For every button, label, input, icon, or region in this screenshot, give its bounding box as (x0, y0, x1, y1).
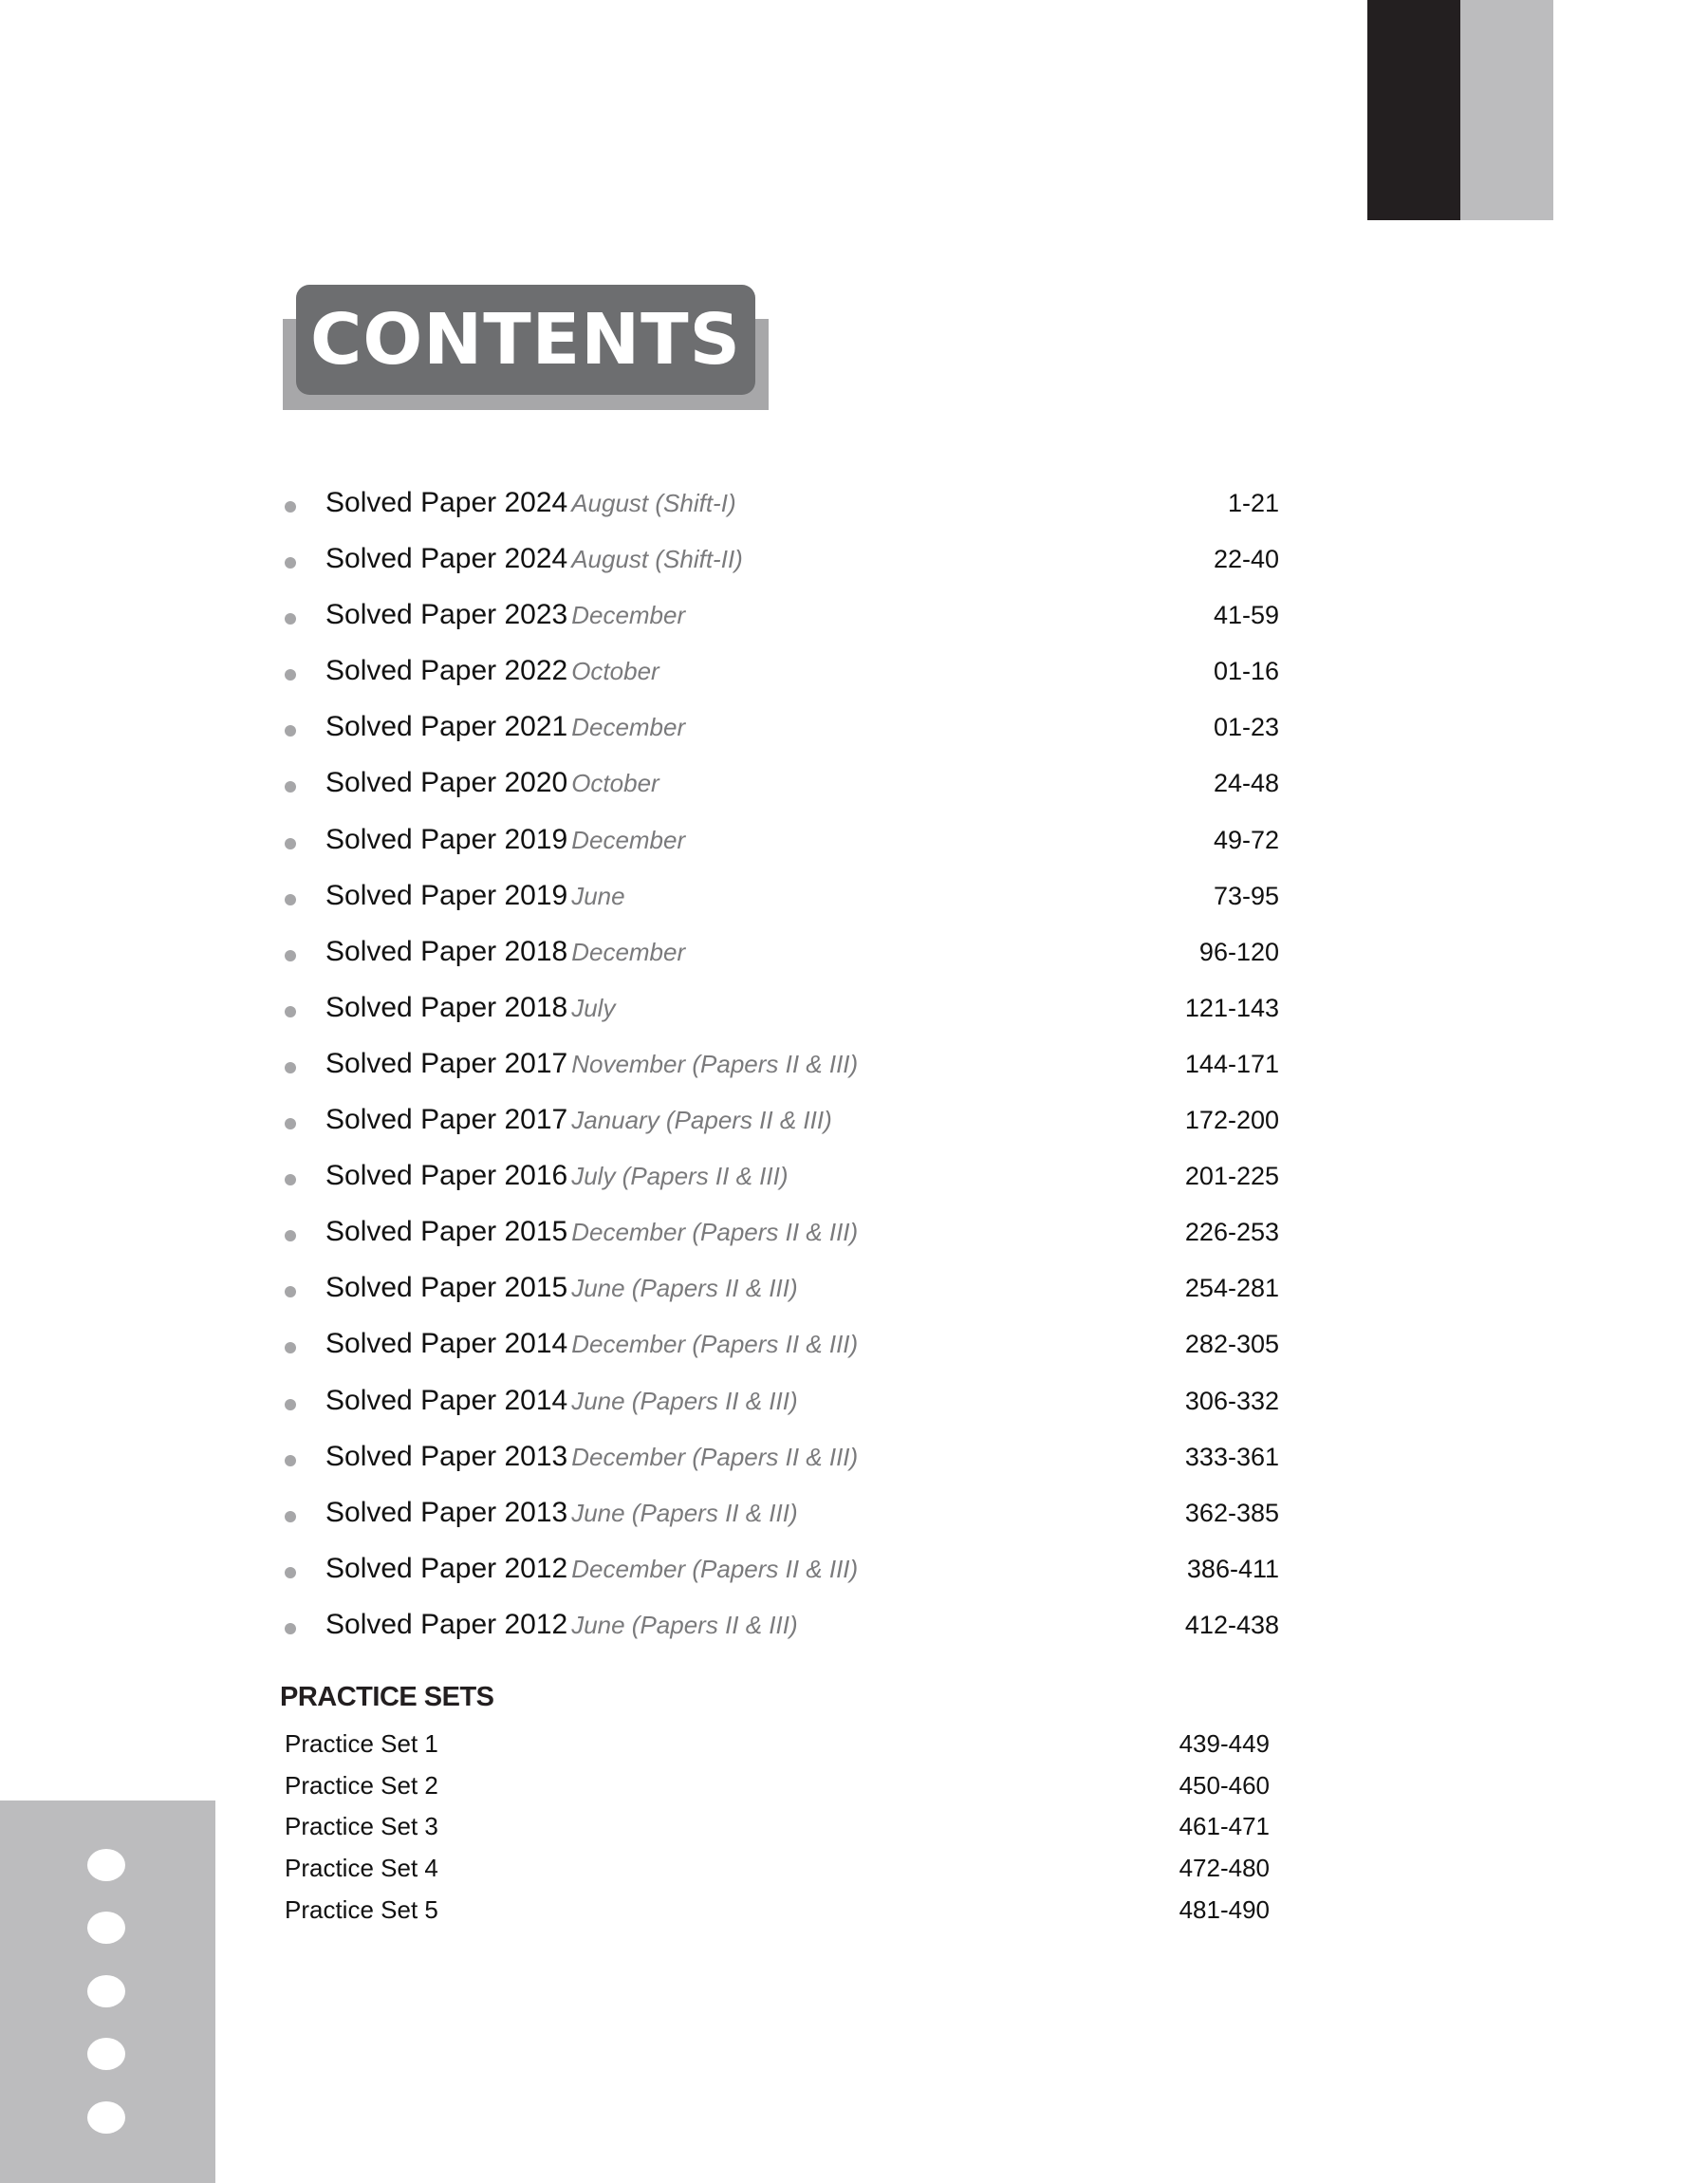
bullet-dot-icon (285, 669, 296, 681)
toc-entry[interactable] (283, 928, 1279, 984)
practice-sets-heading: PRACTICE SETS (280, 1682, 494, 1712)
toc-entry-subtitle: December (571, 937, 686, 966)
decor-dot-icon (87, 1912, 125, 1944)
toc-entry-title: Solved Paper 2017 (325, 1104, 568, 1136)
practice-set-entry[interactable] (285, 1808, 1270, 1850)
toc-entry-title-group (325, 1609, 798, 1641)
bullet-dot-icon (285, 894, 296, 905)
toc-entry-pages: 22-40 (1213, 545, 1279, 574)
practice-set-pages: 461-471 (1179, 1812, 1270, 1841)
practice-set-entry[interactable] (285, 1726, 1270, 1767)
toc-entry-pages: 01-16 (1213, 657, 1279, 686)
toc-entry-title: Solved Paper 2023 (325, 599, 568, 631)
toc-entry-subtitle: June (Papers II & III) (571, 1386, 798, 1415)
toc-entry[interactable] (283, 479, 1279, 535)
toc-entry-subtitle: October (571, 657, 659, 686)
bullet-dot-icon (285, 838, 296, 849)
toc-entry[interactable] (283, 1489, 1279, 1545)
toc-entry-pages: 306-332 (1184, 1386, 1279, 1415)
toc-entry-title: Solved Paper 2014 (325, 1328, 568, 1360)
toc-entry-subtitle: June (571, 881, 625, 910)
corner-tab-dark (1367, 0, 1460, 220)
toc-entry-title-group (325, 936, 685, 968)
toc-entry-subtitle: July (571, 993, 616, 1022)
toc-entry-pages: 49-72 (1213, 825, 1279, 854)
toc-entry[interactable] (283, 1152, 1279, 1208)
toc-entry-title: Solved Paper 2012 (325, 1608, 568, 1640)
bullet-dot-icon (285, 1062, 296, 1073)
toc-entry-title-group (325, 992, 615, 1024)
toc-entry-pages: 226-253 (1184, 1218, 1279, 1247)
toc-entry[interactable] (283, 984, 1279, 1040)
toc-entry-title: Solved Paper 2012 (325, 1552, 568, 1584)
bullet-dot-icon (285, 1455, 296, 1466)
toc-entry-title: Solved Paper 2015 (325, 1216, 568, 1248)
toc-entry-title: Solved Paper 2018 (325, 935, 568, 967)
side-decor-panel (0, 1801, 215, 2183)
toc-entry-title-group (325, 1385, 798, 1417)
bullet-dot-icon (285, 1006, 296, 1017)
toc-entry-pages: 96-120 (1198, 937, 1279, 966)
bullet-dot-icon (285, 1174, 296, 1185)
bullet-dot-icon (285, 1567, 296, 1578)
practice-set-entry[interactable] (285, 1892, 1270, 1933)
toc-entry-title-group (325, 824, 685, 856)
bullet-dot-icon (285, 1511, 296, 1522)
toc-entry-pages: 254-281 (1184, 1274, 1279, 1303)
practice-set-pages: 450-460 (1179, 1770, 1270, 1800)
toc-entry[interactable] (283, 535, 1279, 591)
toc-entry[interactable] (283, 1545, 1279, 1601)
practice-set-label: Practice Set 2 (285, 1770, 438, 1800)
decor-dot-icon (87, 2038, 125, 2070)
toc-entry-pages: 121-143 (1184, 993, 1279, 1022)
bullet-dot-icon (285, 1230, 296, 1241)
toc-entry-pages: 01-23 (1213, 713, 1279, 742)
bullet-dot-icon (285, 781, 296, 793)
toc-entry[interactable] (283, 1264, 1279, 1320)
toc-entry-pages: 24-48 (1213, 769, 1279, 798)
toc-entry-title: Solved Paper 2024 (325, 543, 568, 575)
toc-entry-title: Solved Paper 2017 (325, 1047, 568, 1079)
toc-entry[interactable] (283, 1208, 1279, 1264)
toc-entry-title-group (325, 1441, 858, 1473)
toc-entry-subtitle: December (571, 713, 686, 742)
toc-entry-title-group (325, 1553, 858, 1585)
toc-entry-subtitle: November (Papers II & III) (571, 1049, 859, 1078)
bullet-dot-icon (285, 1286, 296, 1297)
toc-entry-subtitle: December (Papers II & III) (571, 1554, 859, 1583)
practice-set-pages: 481-490 (1179, 1894, 1270, 1924)
toc-entry-pages: 41-59 (1213, 601, 1279, 630)
decor-dot-icon (87, 2101, 125, 2134)
toc-entry-pages: 201-225 (1184, 1162, 1279, 1191)
toc-entry[interactable] (283, 591, 1279, 647)
bullet-dot-icon (285, 501, 296, 513)
toc-entry[interactable] (283, 1320, 1279, 1376)
toc-entry-subtitle: August (Shift-II) (571, 545, 743, 574)
bullet-dot-icon (285, 1399, 296, 1410)
toc-entry-title: Solved Paper 2014 (325, 1384, 568, 1416)
toc-entry[interactable] (283, 647, 1279, 703)
practice-set-entry[interactable] (285, 1767, 1270, 1809)
toc-entry-subtitle: June (Papers II & III) (571, 1274, 798, 1303)
toc-entry-title: Solved Paper 2016 (325, 1160, 568, 1192)
toc-entry-subtitle: August (Shift-I) (571, 489, 736, 517)
toc-entry[interactable] (283, 759, 1279, 815)
toc-list (283, 479, 1279, 1657)
toc-entry-subtitle: January (Papers II & III) (571, 1106, 832, 1135)
toc-entry-subtitle: December (Papers II & III) (571, 1330, 859, 1359)
practice-set-pages: 439-449 (1179, 1729, 1270, 1758)
toc-entry-title-group (325, 1216, 858, 1248)
toc-entry-pages: 73-95 (1213, 881, 1279, 910)
toc-entry[interactable] (283, 1433, 1279, 1489)
toc-entry-title: Solved Paper 2018 (325, 991, 568, 1023)
toc-entry-subtitle: December (571, 825, 686, 854)
toc-entry-subtitle: June (Papers II & III) (571, 1498, 798, 1527)
toc-entry[interactable] (283, 1601, 1279, 1657)
practice-sets-list (285, 1726, 1270, 1932)
toc-entry[interactable] (283, 872, 1279, 928)
toc-entry-title-group (325, 599, 685, 631)
contents-heading-badge (283, 285, 769, 410)
toc-entry-title-group (325, 655, 659, 687)
toc-entry-pages: 172-200 (1184, 1106, 1279, 1135)
bullet-dot-icon (285, 725, 296, 737)
practice-set-entry[interactable] (285, 1850, 1270, 1892)
toc-entry-pages: 282-305 (1184, 1330, 1279, 1359)
toc-entry-subtitle: December (Papers II & III) (571, 1442, 859, 1471)
practice-set-label: Practice Set 1 (285, 1729, 438, 1758)
toc-entry-title-group (325, 543, 743, 575)
bullet-dot-icon (285, 1118, 296, 1129)
toc-entry-title-group (325, 880, 625, 912)
toc-entry-title-group (325, 1497, 798, 1529)
bullet-dot-icon (285, 1342, 296, 1353)
toc-entry[interactable] (283, 1377, 1279, 1433)
decor-dot-icon (87, 1849, 125, 1881)
toc-entry-pages: 333-361 (1184, 1442, 1279, 1471)
page-title: CONTENTS (310, 299, 741, 381)
toc-entry-title: Solved Paper 2015 (325, 1272, 568, 1304)
toc-entry-subtitle: December (571, 601, 686, 630)
toc-entry-title: Solved Paper 2020 (325, 767, 568, 799)
practice-set-label: Practice Set 3 (285, 1812, 438, 1841)
practice-set-label: Practice Set 5 (285, 1894, 438, 1924)
toc-entry-title: Solved Paper 2013 (325, 1440, 568, 1472)
bullet-dot-icon (285, 950, 296, 961)
toc-entry-pages: 362-385 (1184, 1498, 1279, 1527)
toc-entry-subtitle: October (571, 769, 659, 798)
toc-entry-title: Solved Paper 2022 (325, 655, 568, 687)
toc-entry-title: Solved Paper 2013 (325, 1496, 568, 1528)
toc-entry-title-group (325, 1328, 858, 1360)
toc-entry-pages: 386-411 (1186, 1554, 1279, 1583)
toc-entry-pages: 412-438 (1184, 1610, 1279, 1639)
practice-set-pages: 472-480 (1179, 1854, 1270, 1883)
bullet-dot-icon (285, 1623, 296, 1634)
toc-entry-title-group (325, 711, 685, 743)
toc-entry-pages: 1-21 (1227, 489, 1279, 517)
toc-entry[interactable] (283, 703, 1279, 759)
toc-entry-title-group (325, 1272, 798, 1304)
toc-entry-pages: 144-171 (1184, 1049, 1279, 1078)
corner-tab-light (1460, 0, 1553, 220)
heading-box (296, 285, 755, 395)
toc-entry-title: Solved Paper 2021 (325, 711, 568, 743)
practice-set-label: Practice Set 4 (285, 1854, 438, 1883)
toc-entry-subtitle: December (Papers II & III) (571, 1218, 859, 1247)
toc-entry-title: Solved Paper 2024 (325, 487, 568, 518)
toc-entry[interactable] (283, 1096, 1279, 1152)
toc-entry-title-group (325, 487, 736, 519)
toc-entry-title: Solved Paper 2019 (325, 879, 568, 911)
toc-entry[interactable] (283, 816, 1279, 872)
toc-entry-title-group (325, 1104, 832, 1136)
decor-dot-icon (87, 1975, 125, 2007)
toc-entry[interactable] (283, 1040, 1279, 1096)
toc-entry-subtitle: June (Papers II & III) (571, 1610, 798, 1639)
bullet-dot-icon (285, 613, 296, 625)
toc-entry-title-group (325, 1048, 858, 1080)
toc-entry-title-group (325, 767, 659, 799)
toc-entry-subtitle: July (Papers II & III) (571, 1162, 789, 1191)
toc-entry-title: Solved Paper 2019 (325, 823, 568, 855)
bullet-dot-icon (285, 557, 296, 569)
toc-entry-title-group (325, 1160, 789, 1192)
